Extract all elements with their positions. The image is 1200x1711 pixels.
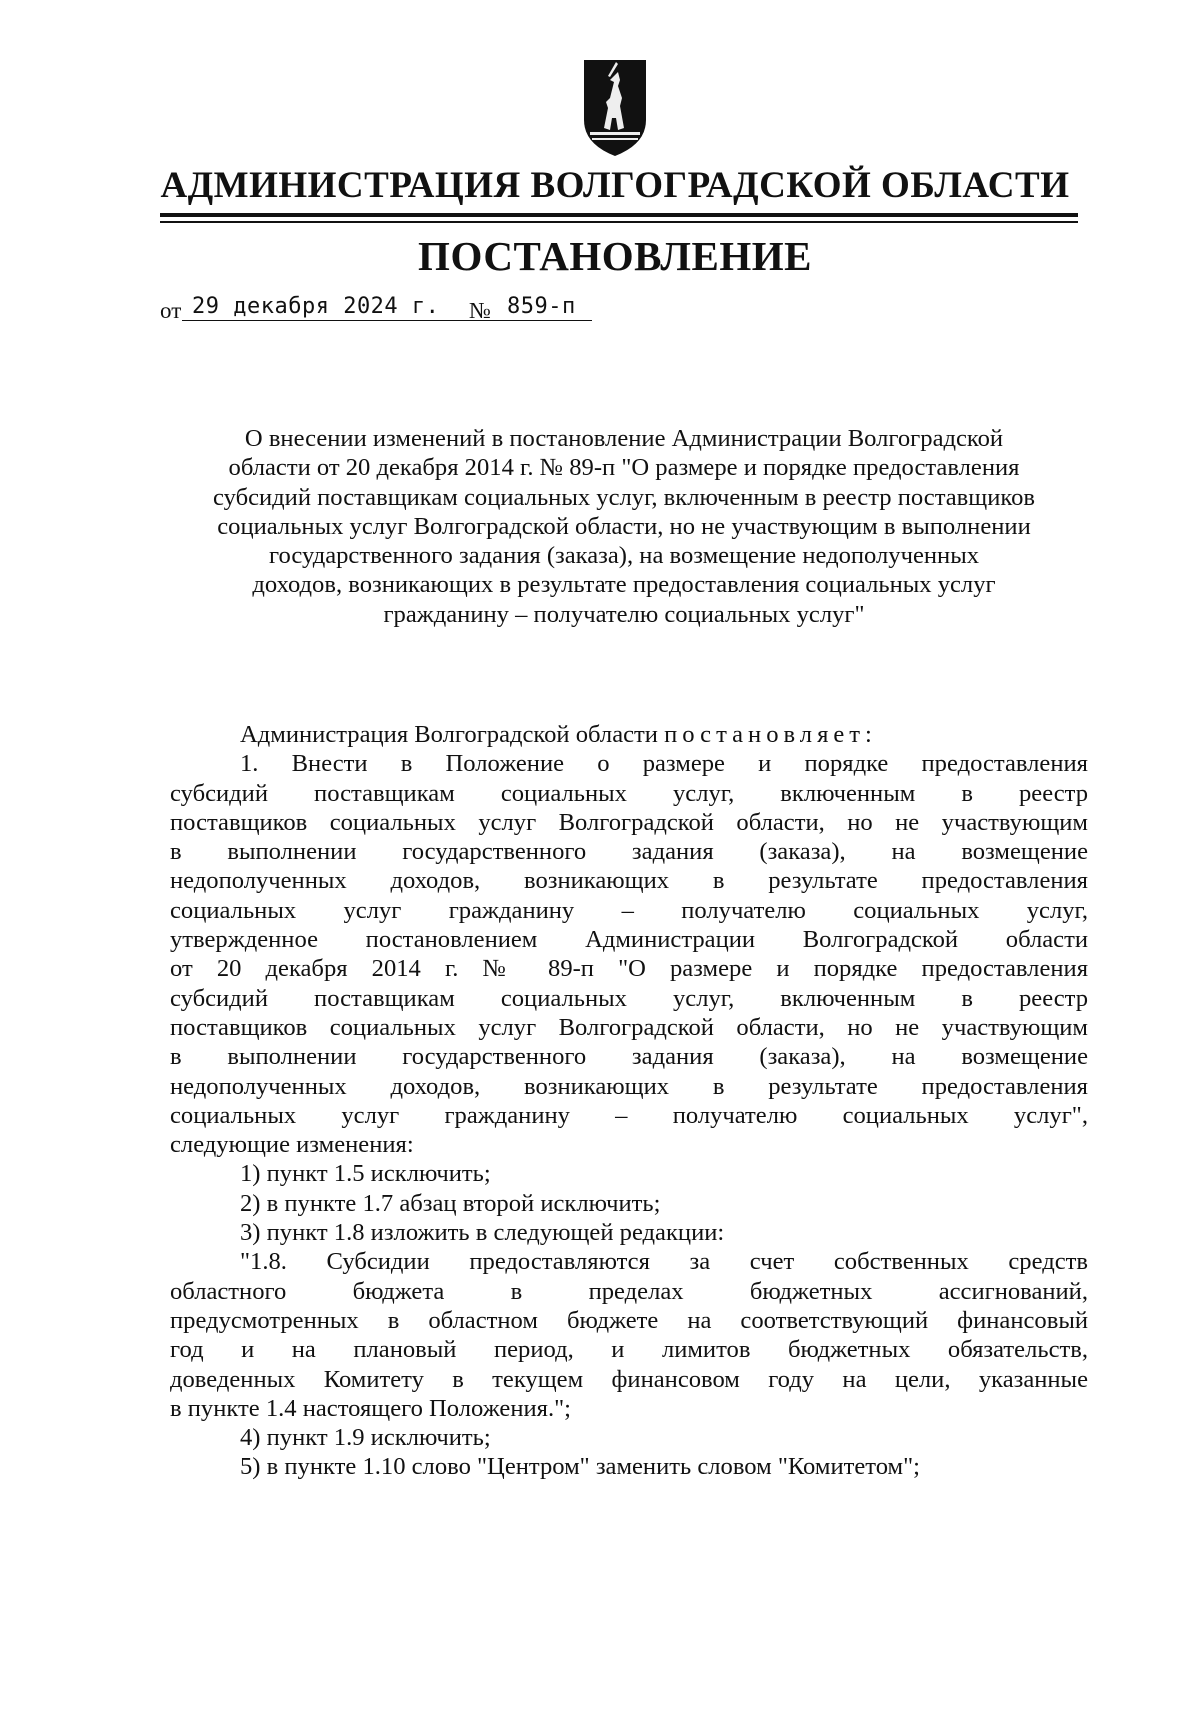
subitem-2: 2) в пункте 1.7 абзац второй исключить; <box>240 1189 661 1217</box>
title-line: области от 20 декабря 2014 г. № 89-п "О размере и порядке предоставления <box>228 454 1020 482</box>
title-line: субсидий поставщикам социальных услуг, включенным в реестр поставщиков <box>213 483 1035 511</box>
item-1-line: следующие изменения: <box>170 1131 414 1159</box>
preamble-verb: постановляет: <box>664 721 877 748</box>
quote-line: год и на плановый период, и лимитов бюджетных обязательств, <box>170 1336 1088 1364</box>
organization-title: АДМИНИСТРАЦИЯ ВОЛГОГРАДСКОЙ ОБЛАСТИ <box>160 165 1070 206</box>
header-rule-thick <box>160 213 1078 217</box>
document-date: 29 декабря 2024 г. <box>192 294 440 319</box>
item-1-line: поставщиков социальных услуг Волгоградской области, но не участвующим <box>170 1013 1088 1041</box>
quote-line: доведенных Комитету в текущем финансовом году на цели, указанные <box>170 1365 1088 1393</box>
title-line: государственного задания (заказа), на возмещение недополученных <box>268 542 980 570</box>
item-1-line: 1. Внести в Положение о размере и порядке предоставления <box>240 750 1088 778</box>
subitem-5: 5) в пункте 1.10 слово "Центром" заменить словом "Комитетом"; <box>240 1453 920 1481</box>
item-1-line: от 20 декабря 2014 г. № 89-п "О размере и порядке предоставления <box>170 955 1088 983</box>
item-1-line: недополученных доходов, возникающих в результате предоставления <box>170 867 1088 895</box>
document-type-title: ПОСТАНОВЛЕНИЕ <box>418 233 812 279</box>
subitem-4: 4) пункт 1.9 исключить; <box>240 1424 491 1452</box>
preamble <box>170 720 1088 749</box>
quote-line: в пункте 1.4 настоящего Положения."; <box>170 1394 571 1422</box>
quote-line: "1.8. Субсидии предоставляются за счет собственных средств <box>240 1248 1088 1276</box>
item-1-line: субсидий поставщикам социальных услуг, включенным в реестр <box>170 984 1088 1012</box>
coat-of-arms-icon <box>580 58 650 158</box>
item-1-line: утвержденное постановлением Администрации Волгоградской области <box>170 926 1088 954</box>
date-number-field <box>182 296 592 321</box>
title-line: гражданину – получателю социальных услуг" <box>383 600 865 628</box>
item-1-line: социальных услуг гражданину – получателю социальных услуг", <box>170 1101 1088 1129</box>
quote-line: областного бюджета в пределах бюджетных ассигнований, <box>170 1277 1088 1305</box>
subitem-3: 3) пункт 1.8 изложить в следующей редакции: <box>240 1219 725 1247</box>
number-label: № <box>469 298 491 323</box>
quote-line: предусмотренных в областном бюджете на соответствующий финансовый <box>170 1306 1088 1334</box>
item-1-line: субсидий поставщикам социальных услуг, включенным в реестр <box>170 779 1088 807</box>
item-1-line: социальных услуг гражданину – получателю социальных услуг, <box>170 896 1088 924</box>
item-1-line: недополученных доходов, возникающих в результате предоставления <box>170 1072 1088 1100</box>
item-1-line: в выполнении государственного задания (заказа), на возмещение <box>170 838 1088 866</box>
item-1-line: поставщиков социальных услуг Волгоградской области, но не участвующим <box>170 808 1088 836</box>
document-title <box>160 424 1088 629</box>
item-1-line: в выполнении государственного задания (заказа), на возмещение <box>170 1043 1088 1071</box>
header-rule-thin <box>160 221 1078 223</box>
preamble-subject: Администрация Волгоградской области <box>240 721 658 748</box>
subitem-1: 1) пункт 1.5 исключить; <box>240 1160 491 1188</box>
document-number: 859-п <box>507 294 576 319</box>
title-line: О внесении изменений в постановление Администрации Волгоградской <box>244 425 1004 452</box>
date-prefix: от <box>160 298 182 323</box>
title-line: доходов, возникающих в результате предоставления социальных услуг <box>252 571 996 599</box>
title-line: социальных услуг Волгоградской области, но не участвующим в выполнении <box>217 512 1031 540</box>
document-body <box>170 720 1088 1482</box>
